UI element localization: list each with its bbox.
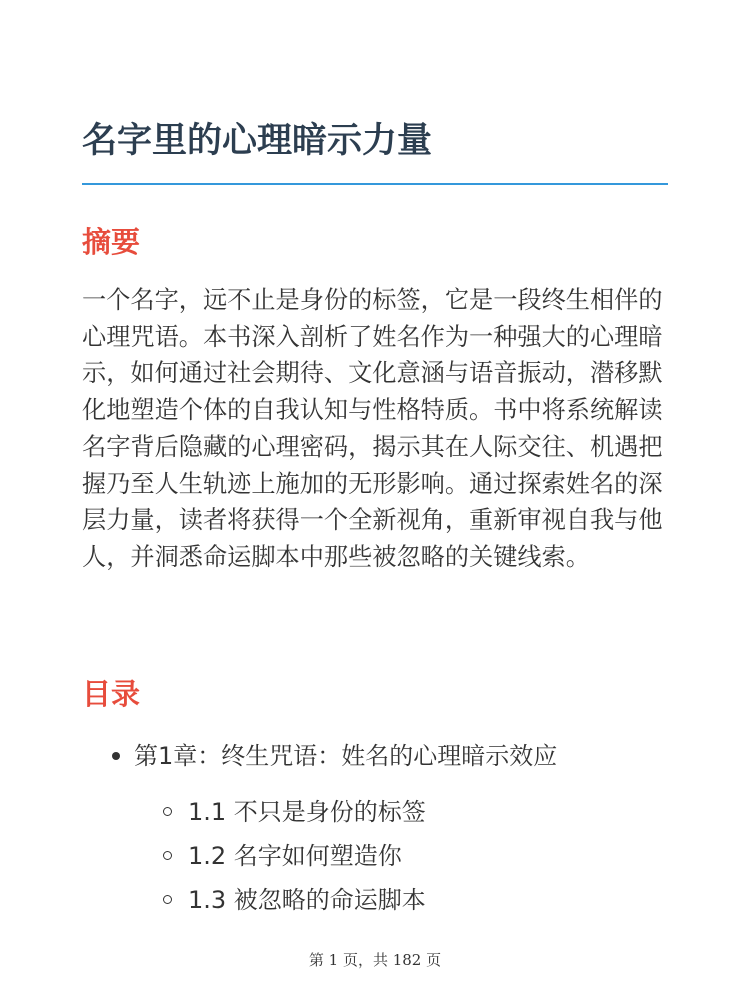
document-page — [82, 0, 668, 1000]
abstract-heading: 摘要 — [82, 225, 141, 259]
toc-chapter-item[interactable] — [82, 736, 668, 776]
page-number-footer: 第 1 页，共 182 页 — [308, 951, 442, 969]
toc-section-label: 1.2 名字如何塑造你 — [188, 842, 402, 870]
bullet-circle-icon — [163, 807, 172, 816]
toc-section-label: 1.1 不只是身份的标签 — [188, 798, 426, 826]
bullet-dot-icon — [112, 752, 120, 760]
abstract-paragraph: 一个名字，远不止是身份的标签，它是一段终生相伴的心理咒语。本书深入剖析了姓名作为一种强大的心理暗示，如何通过社会期待、文化意涵与语音振动，潜移默化地塑造个体的自我认知与性格特质。书中将系统解读名字背后隐藏的心理密码，揭示其在人际交往、机遇把握乃至人生轨迹上施加的无形影响。通过探索姓名的深层力量，读者将获得一个全新视角，重新审视自我与他人，并洞悉命运脚本中那些被忽略的关键线索。 — [82, 286, 663, 571]
bullet-circle-icon — [163, 851, 172, 860]
toc-list — [82, 736, 668, 914]
toc-section-list — [82, 792, 668, 924]
toc-section-item[interactable] — [82, 792, 668, 836]
toc-section-item[interactable] — [82, 836, 668, 880]
bullet-circle-icon — [163, 895, 172, 904]
document-title: 名字里的心理暗示力量 — [82, 121, 433, 161]
toc-heading: 目录 — [82, 677, 141, 711]
title-divider — [82, 183, 668, 185]
toc-section-label: 1.3 被忽略的命运脚本 — [188, 886, 426, 914]
toc-chapter-label: 第1章：终生咒语：姓名的心理暗示效应 — [134, 742, 558, 770]
toc-section-item[interactable] — [82, 880, 668, 924]
